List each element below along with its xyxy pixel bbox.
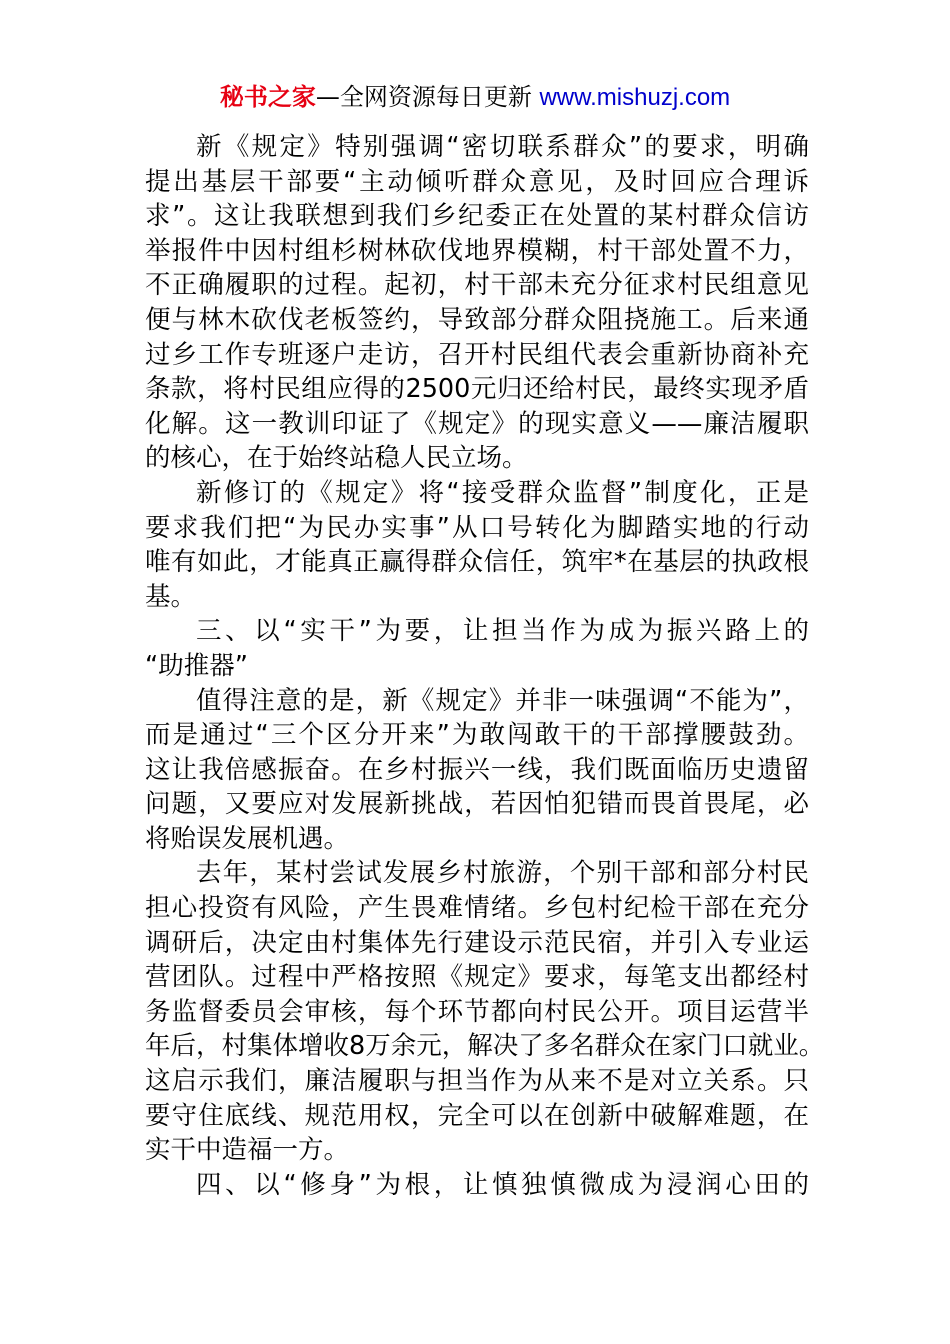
text-line: 去年，某村尝试发展乡村旅游，个别干部和部分村民 bbox=[196, 858, 809, 889]
header-tagline: —全网资源每日更新 bbox=[315, 83, 532, 111]
text-line: 要求我们把“为民办实事”从口号转化为脚踏实地的行动 bbox=[145, 512, 809, 543]
text-line: 实干中造福一方。 bbox=[145, 1135, 350, 1166]
document-body bbox=[145, 130, 825, 1202]
brand-name: 秘书之家 bbox=[219, 83, 316, 111]
text-line: 不正确履职的过程。起初，村干部未充分征求村民组意见 bbox=[145, 270, 809, 301]
text-line: 这启示我们，廉洁履职与担当作为从来不是对立关系。只 bbox=[145, 1066, 809, 1097]
text-line: 将贻误发展机遇。 bbox=[145, 823, 350, 854]
text-line: 化解。这一教训印证了《规定》的现实意义——廉洁履职 bbox=[145, 408, 809, 439]
text-line: 问题，又要应对发展新挑战，若因怕犯错而畏首畏尾，必 bbox=[145, 789, 809, 820]
text-line: 调研后，决定由村集体先行建设示范民宿，并引入专业运 bbox=[145, 927, 809, 958]
text-line: 营团队。过程中严格按照《规定》要求，每笔支出都经村 bbox=[145, 962, 809, 993]
section-heading: 四、以“修身”为根，让慎独慎微成为浸润心田的 bbox=[196, 1169, 809, 1200]
text-line: 基。 bbox=[145, 581, 197, 612]
section-heading: “助推器” bbox=[145, 650, 248, 681]
text-line: 新修订的《规定》将“接受群众监督”制度化，正是 bbox=[196, 477, 809, 508]
text-line: 这让我倍感振奋。在乡村振兴一线，我们既面临历史遗留 bbox=[145, 754, 809, 785]
text-line: 条款，将村民组应得的2500元归还给村民，最终实现矛盾 bbox=[145, 374, 809, 405]
text-line: 担心投资有风险，产生畏难情绪。乡包村纪检干部在充分 bbox=[145, 893, 809, 924]
text-line: 而是通过“三个区分开来”为敢闯敢干的干部撑腰鼓劲。 bbox=[145, 720, 809, 751]
site-url[interactable]: www.mishuzj.com bbox=[539, 84, 731, 111]
text-line: 要守住底线、规范用权，完全可以在创新中破解难题，在 bbox=[145, 1100, 809, 1131]
text-line: 唯有如此，才能真正赢得群众信任，筑牢*在基层的执政根 bbox=[145, 547, 809, 578]
section-heading: 三、以“实干”为要，让担当作为成为振兴路上的 bbox=[196, 616, 809, 647]
text-line: 务监督委员会审核，每个环节都向村民公开。项目运营半 bbox=[145, 996, 809, 1027]
text-line: 便与林木砍伐老板签约，导致部分群众阻挠施工。后来通 bbox=[145, 304, 809, 335]
text-line: 的核心，在于始终站稳人民立场。 bbox=[145, 443, 528, 474]
text-line: 值得注意的是，新《规定》并非一味强调“不能为”， bbox=[196, 685, 809, 716]
text-line: 求”。这让我联想到我们乡纪委正在处置的某村群众信访 bbox=[145, 201, 809, 232]
text-line: 提出基层干部要“主动倾听群众意见，及时回应合理诉 bbox=[145, 166, 809, 197]
text-line: 过乡工作专班逐户走访，召开村民组代表会重新协商补充 bbox=[145, 339, 809, 370]
text-line: 新《规定》特别强调“密切联系群众”的要求，明确 bbox=[196, 132, 809, 162]
text-line: 年后，村集体增收8万余元，解决了多名群众在家门口就业。 bbox=[145, 1031, 825, 1062]
text-line: 举报件中因村组杉树林砍伐地界模糊，村干部处置不力， bbox=[145, 235, 809, 266]
site-header bbox=[0, 80, 950, 115]
